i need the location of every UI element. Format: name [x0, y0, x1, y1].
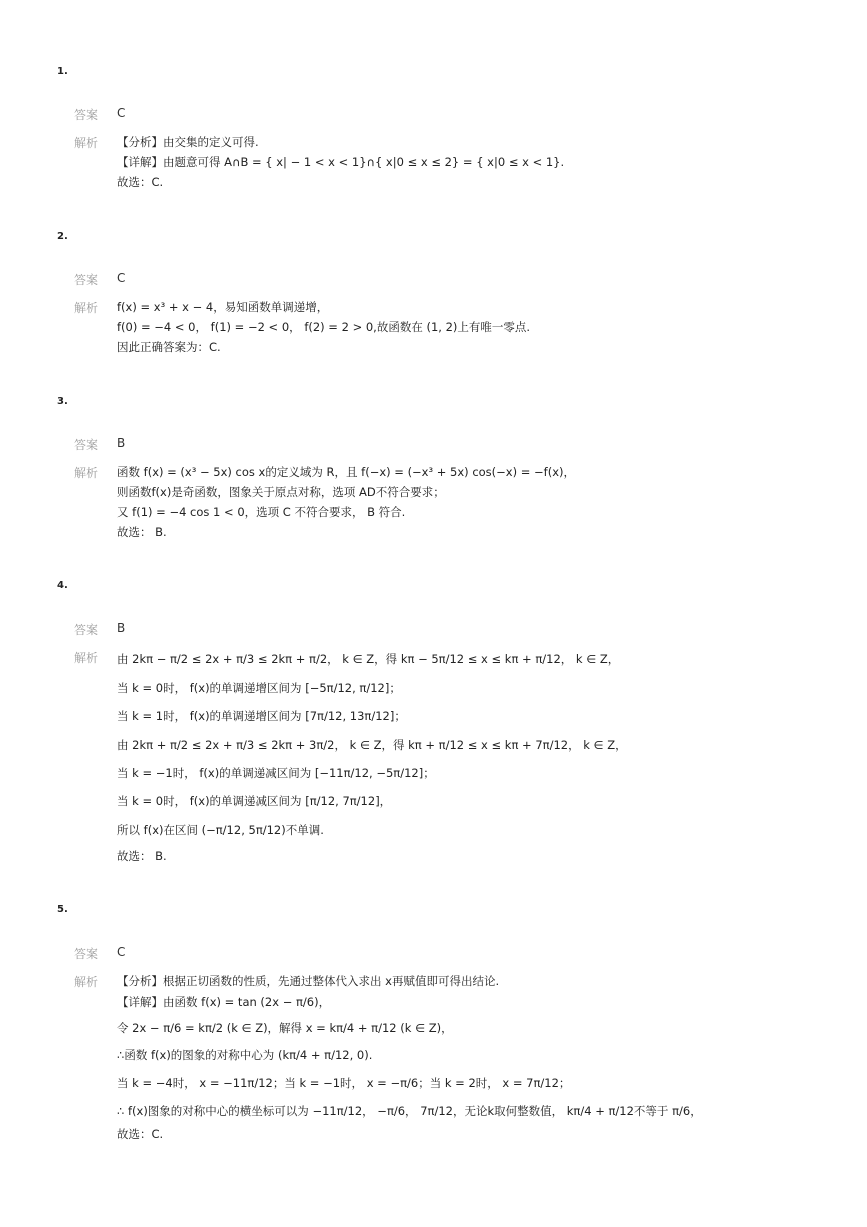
answer-label: 答案	[74, 438, 99, 452]
question-number: 3.	[57, 396, 68, 407]
analysis-line: 令 2x − π/6 = kπ/2 (k ∈ Z)，解得 x = kπ/4 + π/12 (k ∈ Z)，	[117, 1021, 453, 1035]
analysis-line: 当 k = 0时， f(x)的单调递增区间为 [−5π/12, π/12]；	[117, 681, 401, 695]
analysis-label: 解析	[74, 466, 99, 480]
analysis-line: 又 f(1) = −4 cos 1 < 0，选项 C 不符合要求， B 符合.	[117, 505, 406, 519]
answer-value: B	[117, 621, 126, 635]
answer-value: C	[117, 945, 126, 959]
question-number: 5.	[57, 904, 68, 915]
analysis-line: f(x) = x³ + x − 4，易知函数单调递增，	[117, 300, 329, 314]
answer-label: 答案	[74, 623, 99, 637]
answer-value: C	[117, 271, 126, 285]
analysis-line: 【分析】根据正切函数的性质，先通过整体代入求出 x再赋值即可得出结论.	[117, 974, 500, 988]
analysis-label: 解析	[74, 651, 99, 665]
analysis-line: 当 k = 1时， f(x)的单调递增区间为 [7π/12, 13π/12]；	[117, 709, 406, 723]
analysis-line: 函数 f(x) = (x³ − 5x) cos x的定义域为 R，且 f(−x) = (−x³ + 5x) cos(−x) = −f(x)，	[117, 465, 575, 479]
analysis-line: ∴ f(x)图象的对称中心的横坐标可以为 −11π/12， −π/6， 7π/12，无论k取何整数值， kπ/4 + π/12不等于 π/6，	[117, 1104, 702, 1118]
analysis-line: 因此正确答案为：C.	[117, 340, 221, 354]
analysis-line: 故选： B.	[117, 525, 167, 539]
analysis-label: 解析	[74, 975, 99, 989]
question-number: 2.	[57, 231, 68, 242]
analysis-line: f(0) = −4 < 0， f(1) = −2 < 0， f(2) = 2 > 0,故函数在 (1, 2)上有唯一零点.	[117, 320, 531, 334]
analysis-line: ∴函数 f(x)的图象的对称中心为 (kπ/4 + π/12, 0).	[117, 1048, 373, 1062]
analysis-line: 当 k = 0时， f(x)的单调递减区间为 [π/12, 7π/12]，	[117, 794, 392, 808]
analysis-line: 故选：C.	[117, 175, 164, 189]
answer-value: B	[117, 436, 126, 450]
answer-value: C	[117, 106, 126, 120]
answer-label: 答案	[74, 273, 99, 287]
answer-label: 答案	[74, 947, 99, 961]
analysis-line: 当 k = −1时， f(x)的单调递减区间为 [−11π/12, −5π/12]；	[117, 766, 435, 780]
analysis-line: 故选：C.	[117, 1127, 164, 1141]
analysis-line: 【分析】由交集的定义可得.	[117, 135, 259, 149]
question-number: 4.	[57, 580, 68, 591]
question-number: 1.	[57, 66, 68, 77]
analysis-line: 则函数f(x)是奇函数，图象关于原点对称，选项 AD不符合要求；	[117, 485, 445, 499]
analysis-line: 故选： B.	[117, 849, 167, 863]
answer-label: 答案	[74, 108, 99, 122]
analysis-line: 【详解】由题意可得 A∩B = { x| − 1 < x < 1}∩{ x|0 ≤ x ≤ 2} = { x|0 ≤ x < 1}.	[117, 155, 565, 169]
analysis-line: 【详解】由函数 f(x) = tan (2x − π/6)，	[117, 995, 331, 1009]
analysis-line: 由 2kπ − π/2 ≤ 2x + π/3 ≤ 2kπ + π/2， k ∈ Z，得 kπ − 5π/12 ≤ x ≤ kπ + π/12， k ∈ Z，	[117, 652, 620, 666]
analysis-label: 解析	[74, 301, 99, 315]
analysis-line: 所以 f(x)在区间 (−π/12, 5π/12)不单调.	[117, 823, 324, 837]
analysis-label: 解析	[74, 136, 99, 150]
analysis-line: 由 2kπ + π/2 ≤ 2x + π/3 ≤ 2kπ + 3π/2， k ∈ Z，得 kπ + π/12 ≤ x ≤ kπ + 7π/12， k ∈ Z，	[117, 738, 627, 752]
analysis-line: 当 k = −4时， x = −11π/12；当 k = −1时， x = −π/6；当 k = 2时， x = 7π/12；	[117, 1076, 571, 1090]
